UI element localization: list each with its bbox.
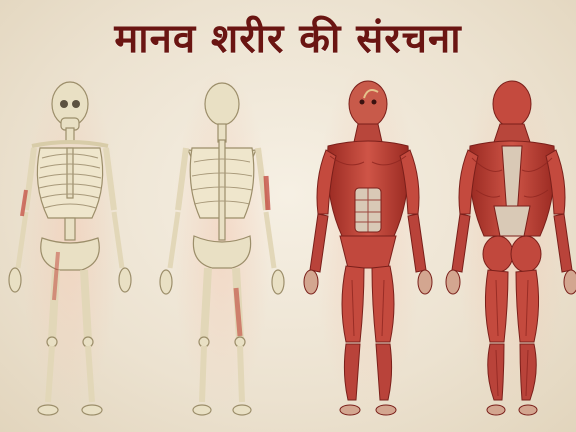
skeleton-front-figure (9, 70, 131, 415)
skeleton-back-figure (160, 70, 284, 415)
muscles-front-figure (304, 65, 432, 415)
muscles-back-figure (446, 65, 576, 415)
poster-title: मानव शरीर की संरचना (114, 15, 462, 62)
